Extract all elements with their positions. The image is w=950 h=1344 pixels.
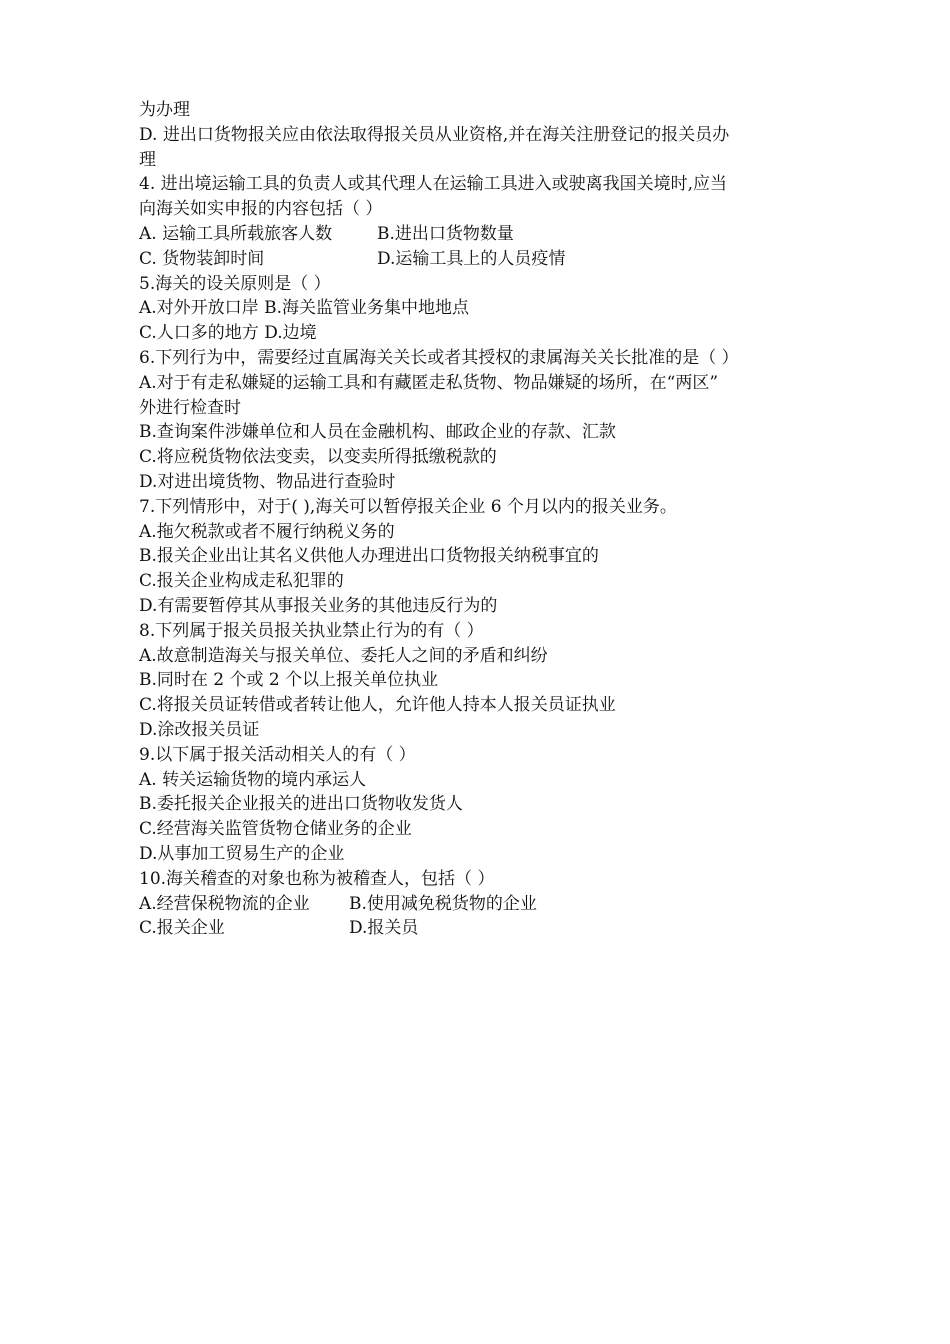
question-7: 7.下列情形中，对于( ),海关可以暂停报关企业 6 个月以内的报关业务。 (139, 496, 677, 517)
question-4: 4. 进出境运输工具的负责人或其代理人在运输工具进入或驶离我国关境时,应当 (139, 174, 728, 195)
option-b: B.同时在 2 个或 2 个以上报关单位执业 (139, 670, 439, 691)
option-a: A. 运输工具所载旅客人数 (139, 223, 333, 244)
question-8: 8.下列属于报关员报关执业禁止行为的有（ ） (139, 620, 484, 641)
option-d: D.对进出境货物、物品进行查验时 (139, 471, 396, 492)
option-b: B.使用减免税货物的企业 (349, 893, 537, 914)
text-line: 向海关如实申报的内容包括（ ） (139, 199, 383, 220)
options-row: C.人口多的地方 D.边境 (139, 323, 317, 344)
text-line: 为办理 (139, 100, 190, 120)
option-a: A.故意制造海关与报关单位、委托人之间的矛盾和纠纷 (139, 645, 548, 666)
text-line: D. 进出口货物报关应由依法取得报关员从业资格,并在海关注册登记的报关员办 (139, 124, 730, 145)
option-d: D.报关员 (349, 918, 419, 939)
option-a: A.拖欠税款或者不履行纳税义务的 (139, 521, 395, 542)
option-a: A. 转关运输货物的境内承运人 (139, 769, 367, 790)
option-b: B.进出口货物数量 (377, 223, 514, 244)
option-a: A.对于有走私嫌疑的运输工具和有藏匿走私货物、物品嫌疑的场所，在“两区” (139, 372, 719, 393)
question-9: 9.以下属于报关活动相关人的有（ ） (139, 744, 416, 765)
option-d: D.有需要暂停其从事报关业务的其他违反行为的 (139, 595, 498, 616)
document-body (139, 98, 819, 941)
option-b: B.报关企业出让其名义供他人办理进出口货物报关纳税事宜的 (139, 546, 599, 567)
text-line: 外进行检查时 (139, 397, 241, 418)
question-10: 10.海关稽查的对象也称为被稽查人，包括（ ） (139, 868, 495, 889)
option-b: B.委托报关企业报关的进出口货物收发货人 (139, 794, 463, 815)
option-c: C.将报关员证转借或者转让他人，允许他人持本人报关员证执业 (139, 695, 616, 716)
option-d: D.从事加工贸易生产的企业 (139, 843, 345, 864)
option-b: B.查询案件涉嫌单位和人员在金融机构、邮政企业的存款、汇款 (139, 422, 616, 443)
question-6: 6.下列行为中，需要经过直属海关关长或者其授权的隶属海关关长批准的是（ ） (139, 347, 739, 368)
option-c: C.将应税货物依法变卖，以变卖所得抵缴税款的 (139, 447, 497, 468)
option-c: C.报关企业构成走私犯罪的 (139, 571, 344, 592)
options-row (139, 892, 819, 917)
text-line: 理 (139, 149, 156, 170)
options-row: A.对外开放口岸 B.海关监管业务集中地地点 (139, 298, 469, 319)
options-row (139, 222, 819, 247)
option-c: C. 货物装卸时间 (139, 248, 265, 269)
option-a: A.经营保税物流的企业 (139, 893, 310, 914)
question-5: 5.海关的设关原则是（ ） (139, 273, 331, 294)
options-row (139, 916, 819, 941)
option-c: C.经营海关监管货物仓储业务的企业 (139, 819, 412, 840)
option-c: C.报关企业 (139, 918, 225, 939)
option-d: D.运输工具上的人员疫情 (377, 248, 566, 269)
options-row (139, 247, 819, 272)
option-d: D.涂改报关员证 (139, 719, 260, 740)
